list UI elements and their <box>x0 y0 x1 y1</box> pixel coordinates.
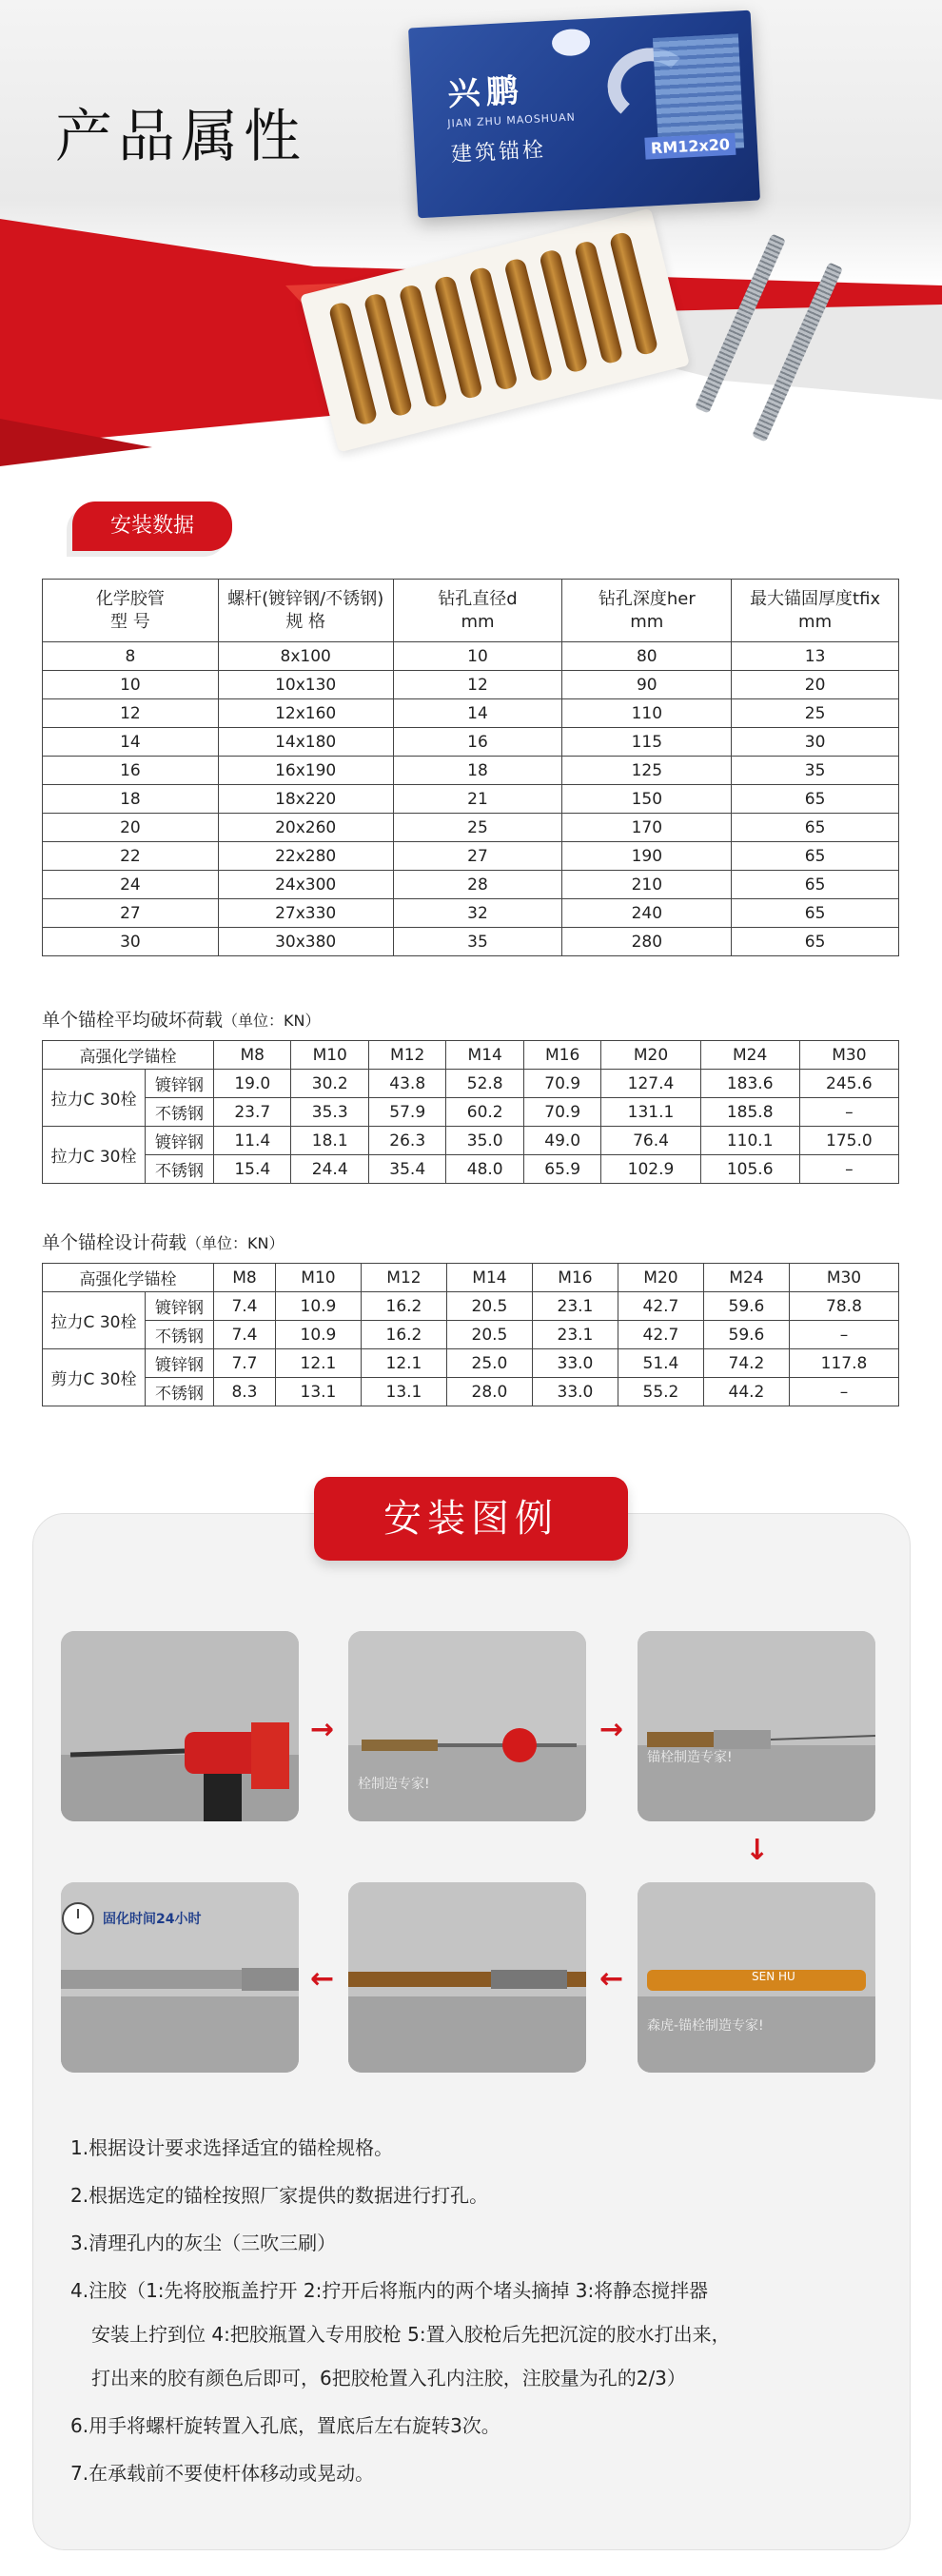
load-column-header: M12 <box>361 1264 446 1292</box>
load-material: 镀锌钢 <box>146 1127 214 1155</box>
table-cell: 240 <box>562 899 732 928</box>
load-design-table <box>42 1263 899 1406</box>
table-row <box>43 1098 899 1127</box>
table-cell: 110.1 <box>700 1127 799 1155</box>
table-cell: 70.9 <box>523 1070 600 1098</box>
table-row <box>43 842 899 871</box>
table-cell: 24 <box>43 871 219 899</box>
table-cell: 13.1 <box>275 1378 361 1406</box>
table-cell: 22 <box>43 842 219 871</box>
product-pinyin: JIAN ZHU MAOSHUAN <box>446 110 577 130</box>
table-cell: 16.2 <box>361 1292 446 1321</box>
table-cell: 24x300 <box>218 871 393 899</box>
photo-drilling <box>61 1631 299 1821</box>
table-cell: 12 <box>393 671 562 699</box>
spec-header-cell: 化学胶管 型 号 <box>43 580 219 642</box>
load-column-header: M14 <box>446 1264 532 1292</box>
table-cell: 170 <box>562 814 732 842</box>
spec-header-cell: 钻孔深度her mm <box>562 580 732 642</box>
spec-table-body <box>43 642 899 956</box>
table-cell: 131.1 <box>601 1098 700 1127</box>
load-column-header: M20 <box>618 1264 703 1292</box>
table-row <box>43 1070 899 1098</box>
table-cell: 125 <box>562 757 732 785</box>
table-cell: 8.3 <box>214 1378 276 1406</box>
table-cell: 27 <box>43 899 219 928</box>
table-cell: 59.6 <box>703 1321 789 1349</box>
table-row <box>43 814 899 842</box>
load-column-header: M16 <box>523 1041 600 1070</box>
rod-illustration <box>348 1882 586 2073</box>
table-cell: 57.9 <box>368 1098 445 1127</box>
arrow-right-icon: → <box>310 1713 335 1746</box>
table-cell: 16.2 <box>361 1321 446 1349</box>
load-material: 不锈钢 <box>146 1378 214 1406</box>
load-header-row <box>43 1041 899 1070</box>
product-brand: 兴鹏 <box>446 71 525 114</box>
table-cell: 35.4 <box>368 1155 445 1184</box>
table-cell: 43.8 <box>368 1070 445 1098</box>
table-cell: 11.4 <box>214 1127 291 1155</box>
load-material: 不锈钢 <box>146 1098 214 1127</box>
table-cell: 35 <box>393 928 562 956</box>
table-cell: – <box>789 1378 898 1406</box>
table-cell: 42.7 <box>618 1292 703 1321</box>
load-material: 镀锌钢 <box>146 1070 214 1098</box>
install-example-ribbon: 安装图例 <box>314 1477 628 1561</box>
table-row <box>43 1155 899 1184</box>
table-cell: 20.5 <box>446 1321 532 1349</box>
photo-curing <box>61 1882 299 2073</box>
step-item: 7.在承载前不要使杆体移动或晃动。 <box>70 2462 375 2485</box>
load-column-header: M8 <box>214 1041 291 1070</box>
table-cell: 245.6 <box>799 1070 898 1098</box>
table-cell: 30x380 <box>218 928 393 956</box>
photo-cleaning <box>348 1631 586 1821</box>
table-cell: 65.9 <box>523 1155 600 1184</box>
table-cell: 175.0 <box>799 1127 898 1155</box>
table-cell: 14 <box>393 699 562 728</box>
table-cell: 65 <box>732 785 899 814</box>
table-row <box>43 1127 899 1155</box>
step-item: 3.清理孔内的灰尘（三吹三刷） <box>70 2232 337 2254</box>
table-cell: 105.6 <box>700 1155 799 1184</box>
load-column-header: M8 <box>214 1264 276 1292</box>
table-cell: 117.8 <box>789 1349 898 1378</box>
load-header-label: 高强化学锚栓 <box>43 1264 214 1292</box>
table-cell: 7.4 <box>214 1292 276 1321</box>
load-column-header: M12 <box>368 1041 445 1070</box>
table-cell: 10.9 <box>275 1292 361 1321</box>
table-cell: 78.8 <box>789 1292 898 1321</box>
table-cell: 13.1 <box>361 1378 446 1406</box>
brand-logo <box>551 29 590 57</box>
table-row <box>43 1378 899 1406</box>
table-row <box>43 642 899 671</box>
table-cell: 110 <box>562 699 732 728</box>
spec-table <box>42 579 899 956</box>
table-cell: 15.4 <box>214 1155 291 1184</box>
step-item-continued: 打出来的胶有颜色后即可，6把胶枪置入孔内注胶，注胶量为孔的2/3） <box>91 2367 686 2389</box>
arrow-right-icon: → <box>599 1713 624 1746</box>
photo-watermark: 栓制造专家! <box>358 1777 430 1792</box>
arrow-left-icon: ← <box>599 1962 624 1996</box>
table-cell: 102.9 <box>601 1155 700 1184</box>
load-column-header: M30 <box>789 1264 898 1292</box>
curing-time-label: 固化时间24小时 <box>103 1912 202 1927</box>
table-cell: 33.0 <box>532 1378 618 1406</box>
product-model: RM12x20 <box>644 133 736 160</box>
table-row <box>43 728 899 757</box>
table-cell: 33.0 <box>532 1349 618 1378</box>
table-cell: 90 <box>562 671 732 699</box>
table-cell: 12.1 <box>275 1349 361 1378</box>
table-cell: 49.0 <box>523 1127 600 1155</box>
load-group-label: 剪力C 30栓 <box>43 1349 146 1406</box>
load-design-title: 单个锚栓设计荷载（单位：KN） <box>42 1232 285 1253</box>
table-cell: 7.7 <box>214 1349 276 1378</box>
table-cell: 59.6 <box>703 1292 789 1321</box>
table-row <box>43 1321 899 1349</box>
table-cell: 13 <box>732 642 899 671</box>
table-cell: 42.7 <box>618 1321 703 1349</box>
table-cell: 21 <box>393 785 562 814</box>
table-cell: 28.0 <box>446 1378 532 1406</box>
table-row <box>43 899 899 928</box>
table-cell: 8 <box>43 642 219 671</box>
photo-watermark: 锚栓制造专家! <box>647 1750 733 1765</box>
table-cell: 27x330 <box>218 899 393 928</box>
install-data-tag: 安装数据 <box>72 501 232 551</box>
step-item: 2.根据选定的锚栓按照厂家提供的数据进行打孔。 <box>70 2184 489 2207</box>
table-cell: 32 <box>393 899 562 928</box>
table-cell: 190 <box>562 842 732 871</box>
arrow-down-icon: ↓ <box>745 1834 770 1867</box>
table-cell: 30.2 <box>291 1070 368 1098</box>
table-cell: 280 <box>562 928 732 956</box>
table-cell: 28 <box>393 871 562 899</box>
table-cell: 27 <box>393 842 562 871</box>
table-cell: 80 <box>562 642 732 671</box>
table-cell: 10 <box>393 642 562 671</box>
table-cell: 65 <box>732 928 899 956</box>
capsule-label: SEN HU <box>752 1970 795 1983</box>
table-cell: – <box>789 1321 898 1349</box>
spec-table-header <box>43 580 899 642</box>
table-cell: 55.2 <box>618 1378 703 1406</box>
table-cell: 12 <box>43 699 219 728</box>
table-cell: 18 <box>393 757 562 785</box>
load-column-header: M20 <box>601 1041 700 1070</box>
step-item: 4.注胶（1:先将胶瓶盖拧开 2:拧开后将瓶内的两个堵头摘掉 3:将静态搅拌器 <box>70 2279 709 2302</box>
product-box <box>408 10 760 219</box>
install-steps <box>70 2134 870 2507</box>
load-column-header: M24 <box>700 1041 799 1070</box>
table-cell: 65 <box>732 899 899 928</box>
table-cell: 65 <box>732 814 899 842</box>
table-row <box>43 1292 899 1321</box>
photo-rod-insert <box>348 1882 586 2073</box>
photo-capsule-insert <box>638 1631 875 1821</box>
load-avg-table <box>42 1040 899 1184</box>
table-cell: 74.2 <box>703 1349 789 1378</box>
table-cell: 22x280 <box>218 842 393 871</box>
photo-watermark: 森虎-锚栓制造专家! <box>647 2018 764 2034</box>
brush-illustration <box>348 1631 586 1821</box>
load-column-header: M24 <box>703 1264 789 1292</box>
table-cell: 20.5 <box>446 1292 532 1321</box>
load-column-header: M14 <box>446 1041 523 1070</box>
load-material: 镀锌钢 <box>146 1349 214 1378</box>
hero-banner <box>0 0 942 495</box>
table-cell: 14 <box>43 728 219 757</box>
table-cell: 16x190 <box>218 757 393 785</box>
table-cell: – <box>799 1155 898 1184</box>
table-cell: 70.9 <box>523 1098 600 1127</box>
drill-illustration <box>61 1631 299 1821</box>
load-column-header: M10 <box>291 1041 368 1070</box>
table-cell: 60.2 <box>446 1098 523 1127</box>
table-cell: 25.0 <box>446 1349 532 1378</box>
table-cell: 10x130 <box>218 671 393 699</box>
table-row <box>43 785 899 814</box>
table-cell: 16 <box>393 728 562 757</box>
table-cell: 76.4 <box>601 1127 700 1155</box>
table-cell: 52.8 <box>446 1070 523 1098</box>
table-cell: 35.3 <box>291 1098 368 1127</box>
load-material: 不锈钢 <box>146 1321 214 1349</box>
step-item: 6.用手将螺杆旋转置入孔底，置底后左右旋转3次。 <box>70 2414 500 2437</box>
table-cell: 18x220 <box>218 785 393 814</box>
load-material: 镀锌钢 <box>146 1292 214 1321</box>
table-cell: 12x160 <box>218 699 393 728</box>
table-cell: 23.7 <box>214 1098 291 1127</box>
table-cell: 20 <box>43 814 219 842</box>
table-row <box>43 671 899 699</box>
load-avg-title: 单个锚栓平均破坏荷载（单位：KN） <box>42 1010 321 1031</box>
table-cell: 127.4 <box>601 1070 700 1098</box>
table-cell: 210 <box>562 871 732 899</box>
table-cell: 115 <box>562 728 732 757</box>
table-cell: 10 <box>43 671 219 699</box>
load-group-label: 拉力C 30栓 <box>43 1127 146 1184</box>
table-cell: 12.1 <box>361 1349 446 1378</box>
photo-gun-inject <box>638 1882 875 2073</box>
table-cell: 185.8 <box>700 1098 799 1127</box>
load-material: 不锈钢 <box>146 1155 214 1184</box>
product-name: 建筑锚栓 <box>450 138 547 167</box>
load-group-label: 拉力C 30栓 <box>43 1292 146 1349</box>
table-cell: 19.0 <box>214 1070 291 1098</box>
table-cell: 24.4 <box>291 1155 368 1184</box>
spec-header-cell: 螺杆(镀锌钢/不锈钢) 规 格 <box>218 580 393 642</box>
table-cell: 7.4 <box>214 1321 276 1349</box>
table-cell: 35.0 <box>446 1127 523 1155</box>
table-cell: 26.3 <box>368 1127 445 1155</box>
table-cell: 51.4 <box>618 1349 703 1378</box>
arrow-left-icon: ← <box>310 1962 335 1996</box>
load-header-row <box>43 1264 899 1292</box>
table-row <box>43 699 899 728</box>
table-cell: 25 <box>393 814 562 842</box>
table-cell: 48.0 <box>446 1155 523 1184</box>
table-cell: 25 <box>732 699 899 728</box>
table-cell: 8x100 <box>218 642 393 671</box>
table-cell: 18.1 <box>291 1127 368 1155</box>
table-row <box>43 928 899 956</box>
table-cell: 35 <box>732 757 899 785</box>
table-cell: 18 <box>43 785 219 814</box>
table-cell: 150 <box>562 785 732 814</box>
table-cell: 30 <box>732 728 899 757</box>
spec-header-cell: 钻孔直径d mm <box>393 580 562 642</box>
table-row <box>43 757 899 785</box>
table-cell: 65 <box>732 871 899 899</box>
table-cell: 16 <box>43 757 219 785</box>
table-cell: 23.1 <box>532 1321 618 1349</box>
load-header-label: 高强化学锚栓 <box>43 1041 214 1070</box>
table-cell: 44.2 <box>703 1378 789 1406</box>
load-group-label: 拉力C 30栓 <box>43 1070 146 1127</box>
table-cell: 20x260 <box>218 814 393 842</box>
page-title: 产品属性 <box>55 104 306 170</box>
spec-header-cell: 最大锚固厚度tfix mm <box>732 580 899 642</box>
table-cell: 65 <box>732 842 899 871</box>
table-row <box>43 871 899 899</box>
capsule-illustration <box>638 1631 875 1821</box>
table-cell: 30 <box>43 928 219 956</box>
table-cell: 14x180 <box>218 728 393 757</box>
load-column-header: M16 <box>532 1264 618 1292</box>
table-cell: 20 <box>732 671 899 699</box>
table-cell: – <box>799 1098 898 1127</box>
table-cell: 183.6 <box>700 1070 799 1098</box>
table-cell: 23.1 <box>532 1292 618 1321</box>
step-item: 1.根据设计要求选择适宜的锚栓规格。 <box>70 2136 394 2159</box>
table-cell: 10.9 <box>275 1321 361 1349</box>
load-column-header: M30 <box>799 1041 898 1070</box>
table-row <box>43 1349 899 1378</box>
load-column-header: M10 <box>275 1264 361 1292</box>
step-item-continued: 安装上拧到位 4:把胶瓶置入专用胶枪 5:置入胶枪后先把沉淀的胶水打出来， <box>91 2323 731 2346</box>
